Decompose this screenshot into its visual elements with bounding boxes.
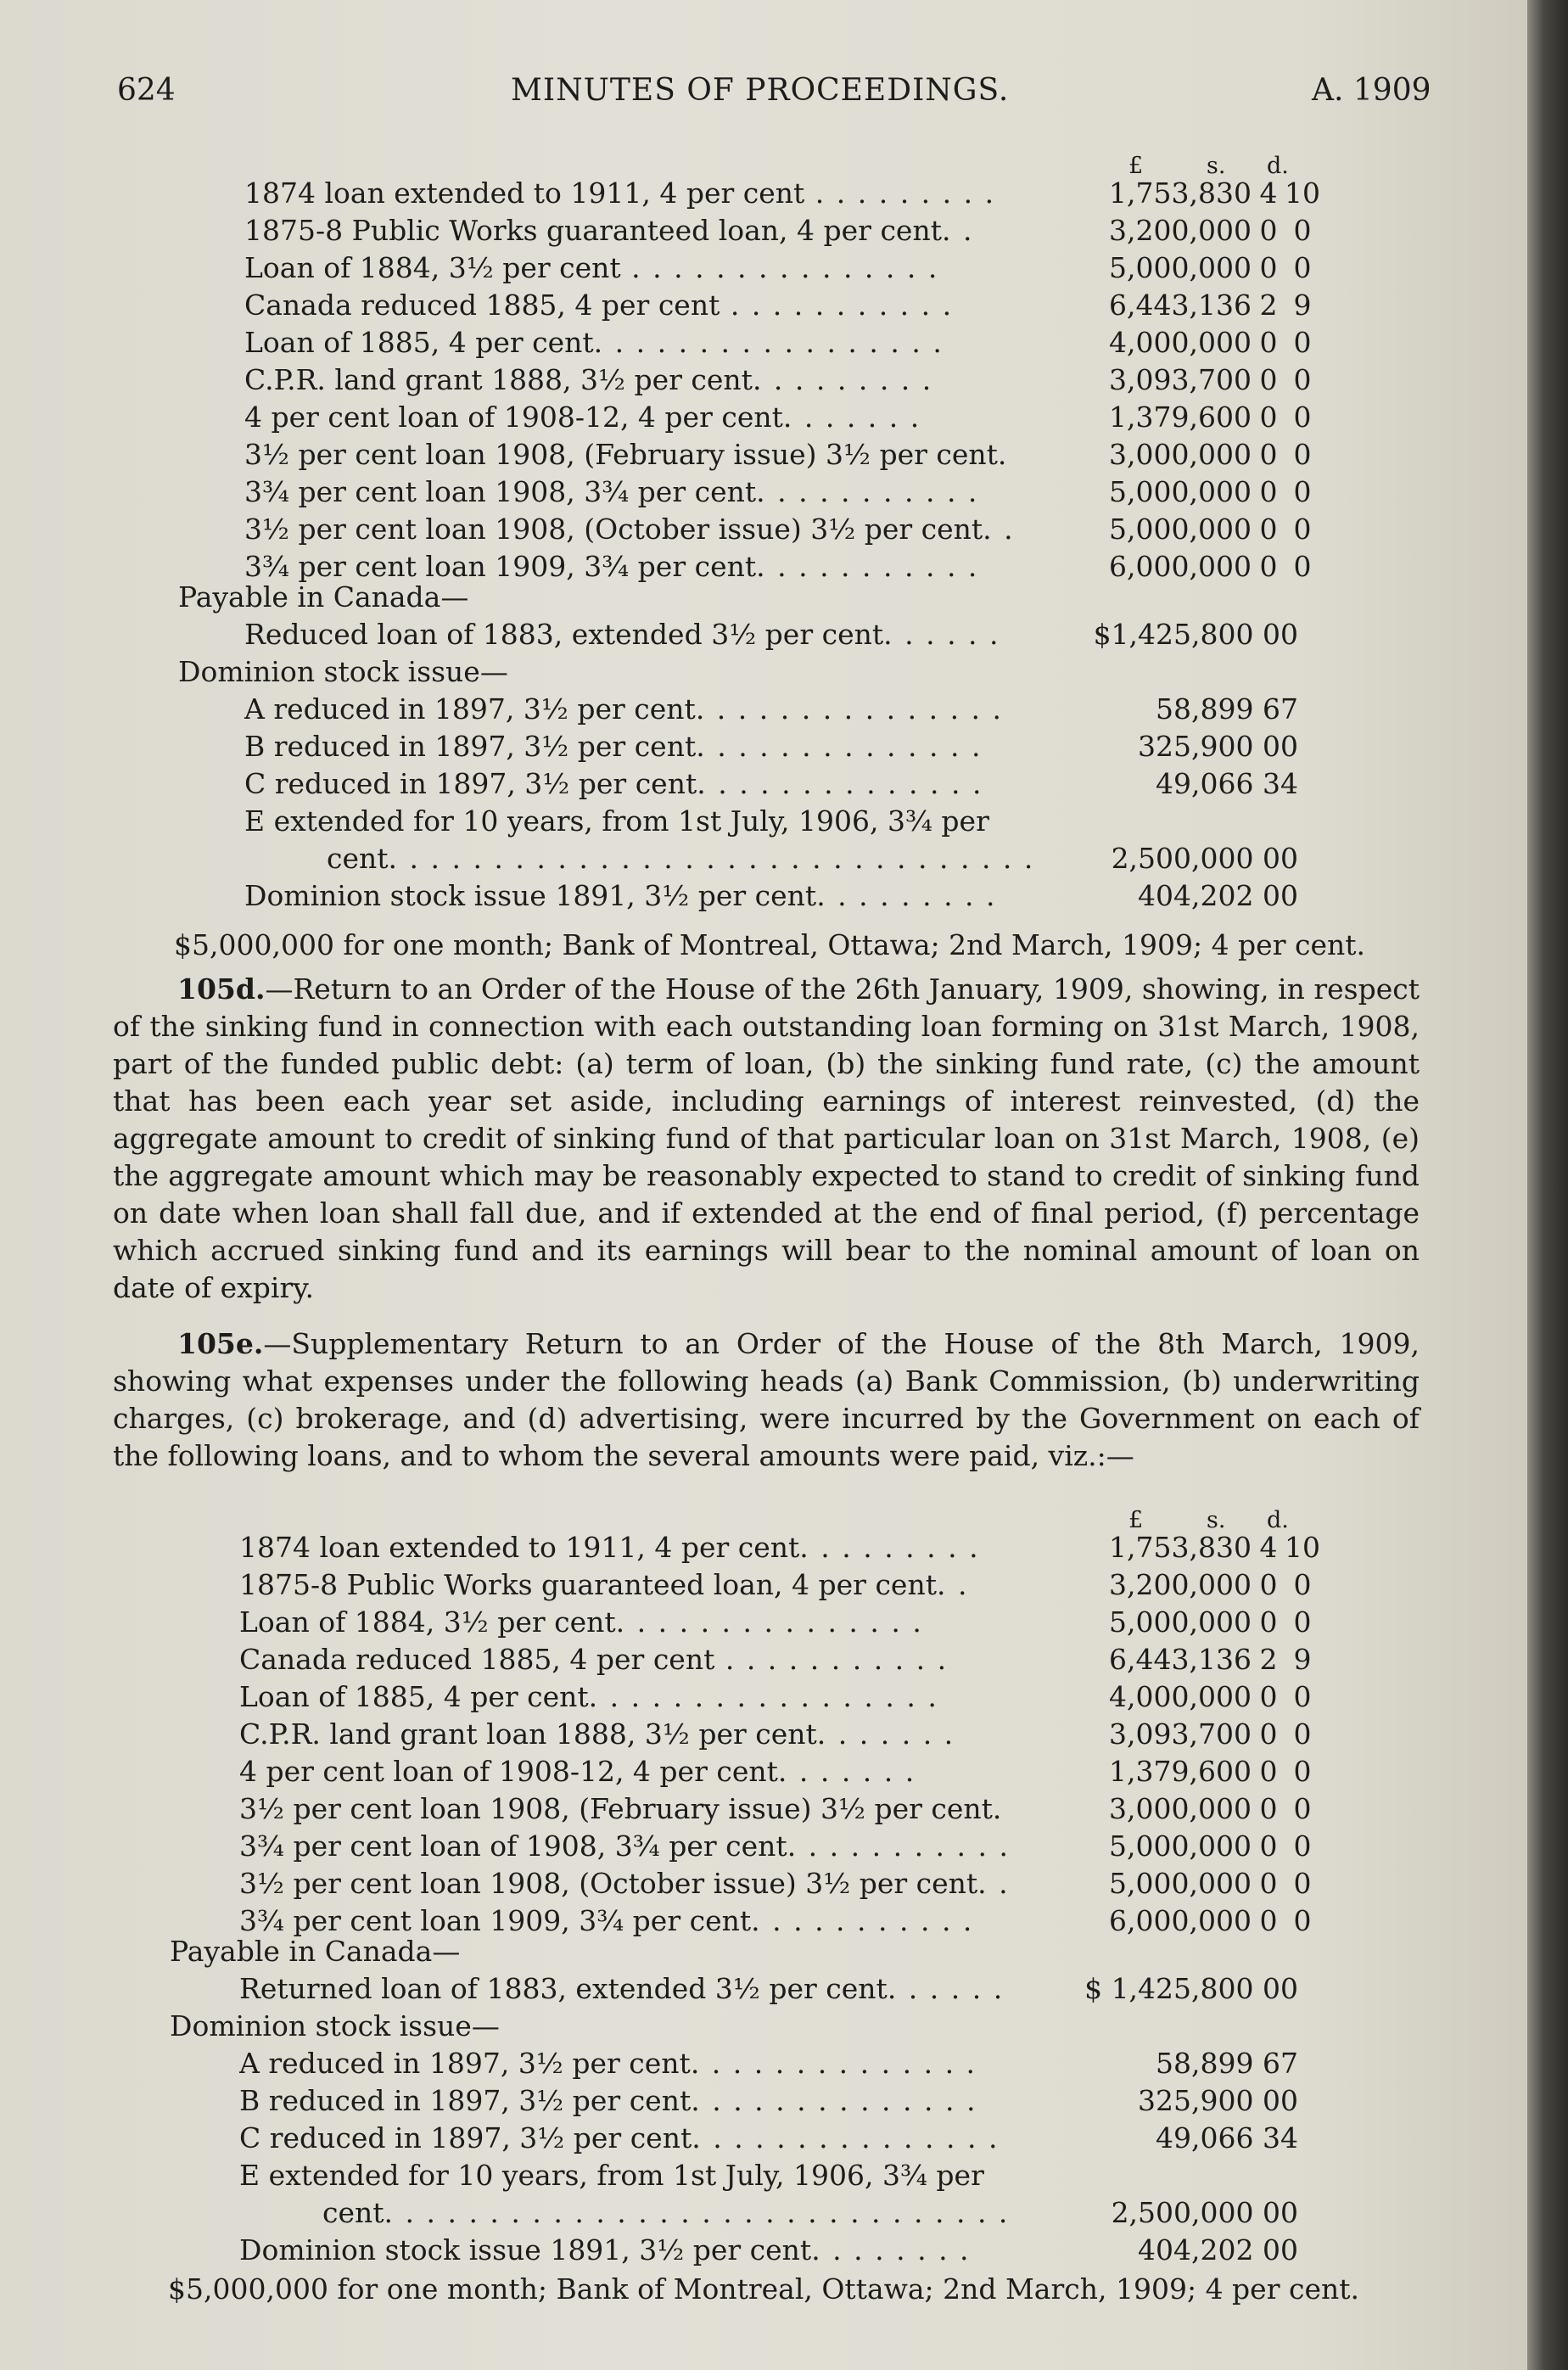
dominion-stock-heading-1: Dominion stock issue— <box>178 655 508 688</box>
loan-row <box>0 436 1527 473</box>
e-extended-line1-1: E extended for 10 years, from 1st July, 1906, 3¾ per <box>244 804 989 838</box>
loan-row: 3¾ per cent loan 1908, 3¾ per cent. . . . . . . . . . . 5,000,000 0 0 <box>0 473 1527 511</box>
stock-label: A reduced in 1897, 3½ per cent <box>244 692 696 726</box>
stock-row: A reduced in 1897, 3½ per cent. . . . . . . . . . . . . . . 58,899 67 <box>0 691 1527 728</box>
loan-shillings: 0 <box>1259 1755 1278 1788</box>
loan-pence: 10 <box>1285 1531 1320 1564</box>
dominion-stock-heading-2: Dominion stock issue— <box>170 2009 500 2042</box>
dominion-1891-amount-1: 404,202 00 <box>1138 879 1298 912</box>
loan-shillings: 0 <box>1259 513 1278 546</box>
loan-shillings: 0 <box>1259 475 1278 508</box>
loan-row: 3¾ per cent loan of 1908, 3¾ per cent. . . . . . . . . . . 5,000,000 0 0 <box>0 1828 1527 1865</box>
loan-row: C.P.R. land grant 1888, 3½ per cent. . . . . . . . . 3,093,700 0 0 <box>0 361 1527 399</box>
loan-label: 1875-8 Public Works guaranteed loan, 4 per cent <box>244 214 942 247</box>
book-binding-edge <box>1527 0 1568 2370</box>
loan-shillings: 0 <box>1259 251 1278 284</box>
reduced-loan-label: Reduced loan of 1883, extended 3½ per cent <box>244 618 884 651</box>
pence-unit: d. <box>1267 153 1289 179</box>
loan-amount: 3,093,700 <box>1109 363 1252 396</box>
stock-amount: 325,900 00 <box>1138 2084 1298 2117</box>
loan-pence: 0 <box>1293 1755 1312 1788</box>
loan-label: 3¾ per cent loan 1909, 3¾ per cent <box>244 550 757 583</box>
loan-amount: 5,000,000 <box>1109 251 1252 284</box>
loan-row: Loan of 1884, 3½ per cent. . . . . . . . . . . . . . . 5,000,000 0 0 <box>0 1604 1527 1641</box>
loan-label: C.P.R. land grant 1888, 3½ per cent <box>244 363 753 396</box>
loan-pence: 0 <box>1293 475 1312 508</box>
loan-label: Loan of 1885, 4 per cent <box>244 326 594 359</box>
loan-note-1: $5,000,000 for one month; Bank of Montreal, Ottawa; 2nd March, 1909; 4 per cent. <box>174 928 1365 961</box>
loan-amount: 4,000,000 <box>1109 326 1252 359</box>
loan-row: 3½ per cent loan 1908, (October issue) 3½ per cent. . 5,000,000 0 0 <box>0 511 1527 548</box>
loan-amount: 6,443,136 <box>1109 289 1252 322</box>
loan-shillings: 0 <box>1259 1680 1278 1713</box>
loan-row: 3¾ per cent loan 1909, 3¾ per cent. . . . . . . . . . . 6,000,000 0 0 <box>0 548 1527 585</box>
loan-label: Canada reduced 1885, 4 per cent <box>239 1643 715 1676</box>
stock-label: A reduced in 1897, 3½ per cent <box>239 2047 691 2080</box>
loan-label: C.P.R. land grant loan 1888, 3½ per cent <box>239 1717 817 1751</box>
loan-shillings: 0 <box>1259 1792 1278 1825</box>
loan-amount: 5,000,000 <box>1109 1829 1252 1863</box>
returned-loan-row: Returned loan of 1883, extended 3½ per cent. . . . . . $ 1,425,800 00 <box>0 1970 1527 2008</box>
stock-label: C reduced in 1897, 3½ per cent <box>239 2121 692 2154</box>
paragraph-105d-text: —Return to an Order of the House of the 26th January, 1909, showing, in respect of the sinking fund in connection with each outstanding loan forming on 31st March, 1908, part of the funded public debt: (a) term of loan, (b) the sinking fund rate, (c) the amount that has been each year set aside, including earnings of interest reinvested, (d) the aggregate amount to credit of sinking fund of that particular loan on 31st March, 1908, (e) the aggregate amount which may be reasonably expected to stand to credit of sinking fund on date when loan shall fall due, and if extended at the end of final period, (f) percentage which accrued sinking fund and its earnings will bear to the nominal amount of loan on date of expiry. <box>113 972 1420 1304</box>
loan-row: Loan of 1884, 3½ per cent . . . . . . . . . . . . . . . 5,000,000 0 0 <box>0 249 1527 287</box>
loan-amount: 4,000,000 <box>1109 1680 1252 1713</box>
loan-pence: 9 <box>1293 289 1312 322</box>
loan-label: 3¾ per cent loan of 1908, 3¾ per cent <box>239 1829 787 1863</box>
loan-amount: 1,379,600 <box>1109 401 1252 434</box>
loan-shillings: 0 <box>1259 1717 1278 1751</box>
loan-pence: 0 <box>1293 1792 1312 1825</box>
loan-label: Canada reduced 1885, 4 per cent <box>244 289 720 322</box>
item-number-105e: 105e. <box>177 1327 264 1360</box>
paragraph-105d <box>113 971 1420 1307</box>
loan-label: Loan of 1884, 3½ per cent <box>244 251 621 284</box>
loan-amount: 1,753,830 <box>1109 176 1252 210</box>
dominion-1891-row-2: Dominion stock issue 1891, 3½ per cent. . . . . . . . 404,202 00 <box>0 2232 1527 2269</box>
loan-pence: 0 <box>1293 1829 1312 1863</box>
loan-row: Canada reduced 1885, 4 per cent . . . . . . . . . . . 6,443,136 2 9 <box>0 287 1527 324</box>
loan-label: 3¾ per cent loan 1908, 3¾ per cent <box>244 475 757 508</box>
loan-amount: 1,379,600 <box>1109 1755 1252 1788</box>
loan-amount: 6,000,000 <box>1109 550 1252 583</box>
loan-label: 3¾ per cent loan 1909, 3¾ per cent <box>239 1904 752 1937</box>
loan-shillings: 0 <box>1259 1867 1278 1900</box>
loan-shillings: 0 <box>1259 1904 1278 1937</box>
stock-row: C reduced in 1897, 3½ per cent. . . . . . . . . . . . . . 49,066 34 <box>0 765 1527 803</box>
loan-row: 3¾ per cent loan 1909, 3¾ per cent. . . . . . . . . . . 6,000,000 0 0 <box>0 1902 1527 1940</box>
stock-label: B reduced in 1897, 3½ per cent <box>244 730 697 763</box>
page-year: A. 1909 <box>1312 73 1431 108</box>
loan-label: Loan of 1884, 3½ per cent <box>239 1605 616 1639</box>
loan-shillings: 0 <box>1259 401 1278 434</box>
reduced-loan-amount: $1,425,800 00 <box>1093 618 1298 651</box>
loan-shillings: 0 <box>1259 214 1278 247</box>
loan-label: Loan of 1885, 4 per cent <box>239 1680 589 1713</box>
loan-amount: 6,000,000 <box>1109 1904 1252 1937</box>
loan-pence: 0 <box>1293 401 1312 434</box>
loan-row: 4 per cent loan of 1908-12, 4 per cent. . . . . . . 1,379,600 0 0 <box>0 1753 1527 1790</box>
stock-row: A reduced in 1897, 3½ per cent. . . . . . . . . . . . . . 58,899 67 <box>0 2045 1527 2082</box>
loan-pence: 0 <box>1293 251 1312 284</box>
payable-canada-heading-2: Payable in Canada— <box>170 1935 461 1968</box>
loan-pence: 0 <box>1293 1605 1312 1639</box>
loan-shillings: 4 <box>1259 1531 1278 1564</box>
loan-shillings: 0 <box>1259 1568 1278 1601</box>
loan-pence: 0 <box>1293 513 1312 546</box>
pence-unit: d. <box>1267 1507 1289 1533</box>
loan-amount: 1,753,830 <box>1109 1531 1252 1564</box>
loan-row: 1875-8 Public Works guaranteed loan, 4 per cent. . 3,200,000 0 0 <box>0 1566 1527 1604</box>
item-number-105d: 105d. <box>177 972 266 1006</box>
loan-pence: 0 <box>1293 1867 1312 1900</box>
paragraph-105e-text: —Supplementary Return to an Order of the House of the 8th March, 1909, showing what expenses under the following heads (a) Bank Commission, (b) underwriting charges, (c) brokerage, and (d) advertising, were incurred by the Government on each of the following loans, and to whom the several amounts were paid, viz.:— <box>113 1327 1420 1472</box>
loan-amount: 6,443,136 <box>1109 1643 1252 1676</box>
returned-loan-amount: $ 1,425,800 00 <box>1084 1972 1298 2005</box>
loan-shillings: 2 <box>1259 1643 1278 1676</box>
loan-shillings: 0 <box>1259 1605 1278 1639</box>
loan-amount: 5,000,000 <box>1109 475 1252 508</box>
stock-amount: 325,900 00 <box>1138 730 1298 763</box>
reduced-loan-row: Reduced loan of 1883, extended 3½ per cent. . . . . . $1,425,800 00 <box>0 616 1527 653</box>
stock-row: C reduced in 1897, 3½ per cent. . . . . . . . . . . . . . . 49,066 34 <box>0 2120 1527 2157</box>
loan-amount: 5,000,000 <box>1109 1605 1252 1639</box>
payable-canada-heading-1: Payable in Canada— <box>178 580 469 614</box>
stock-amount: 49,066 34 <box>1156 2121 1298 2154</box>
loan-shillings: 0 <box>1259 363 1278 396</box>
stock-amount: 58,899 67 <box>1156 2047 1298 2080</box>
loan-label: 3½ per cent loan 1908, (February issue) 3½ per cent. <box>244 438 1007 471</box>
loan-shillings: 4 <box>1259 176 1278 210</box>
loan-amount: 3,093,700 <box>1109 1717 1252 1751</box>
loan-row: 1875-8 Public Works guaranteed loan, 4 per cent. . 3,200,000 0 0 <box>0 212 1527 249</box>
loan-row: Canada reduced 1885, 4 per cent . . . . . . . . . . . 6,443,136 2 9 <box>0 1641 1527 1678</box>
loan-label: 1875-8 Public Works guaranteed loan, 4 per cent <box>239 1568 937 1601</box>
loan-amount: 3,000,000 <box>1109 1792 1252 1825</box>
e-extended-amount-2: 2,500,000 00 <box>1111 2196 1298 2229</box>
loan-row: 1874 loan extended to 1911, 4 per cent . . . . . . . . . 1,753,830 4 10 <box>0 175 1527 212</box>
page-header <box>0 73 1527 124</box>
loan-note-2: $5,000,000 for one month; Bank of Montreal, Ottawa; 2nd March, 1909; 4 per cent. <box>168 2272 1359 2306</box>
loan-pence: 0 <box>1293 214 1312 247</box>
loan-shillings: 0 <box>1259 550 1278 583</box>
stock-amount: 58,899 67 <box>1156 692 1298 726</box>
loan-pence: 0 <box>1293 1568 1312 1601</box>
stock-amount: 49,066 34 <box>1156 767 1298 800</box>
stock-label: C reduced in 1897, 3½ per cent <box>244 767 697 800</box>
loan-label: 3½ per cent loan 1908, (October issue) 3½ per cent <box>244 513 983 546</box>
loan-row: 4 per cent loan of 1908-12, 4 per cent. . . . . . . 1,379,600 0 0 <box>0 399 1527 436</box>
loan-shillings: 2 <box>1259 289 1278 322</box>
e-extended-amount-1: 2,500,000 00 <box>1111 842 1298 875</box>
loan-shillings: 0 <box>1259 438 1278 471</box>
stock-row: B reduced in 1897, 3½ per cent. . . . . . . . . . . . . . 325,900 00 <box>0 728 1527 765</box>
shilling-unit: s. <box>1207 153 1226 179</box>
loan-label: 1874 loan extended to 1911, 4 per cent <box>239 1531 800 1564</box>
dominion-1891-amount-2: 404,202 00 <box>1138 2233 1298 2266</box>
loan-amount: 3,000,000 <box>1109 438 1252 471</box>
loan-label: 4 per cent loan of 1908-12, 4 per cent <box>239 1755 778 1788</box>
loan-row: C.P.R. land grant loan 1888, 3½ per cent. . . . . . . 3,093,700 0 0 <box>0 1716 1527 1753</box>
loan-label: 1874 loan extended to 1911, 4 per cent <box>244 176 805 210</box>
loan-pence: 0 <box>1293 326 1312 359</box>
loan-row: Loan of 1885, 4 per cent. . . . . . . . . . . . . . . . . 4,000,000 0 0 <box>0 324 1527 361</box>
loan-amount: 5,000,000 <box>1109 1867 1252 1900</box>
loan-pence: 0 <box>1293 1904 1312 1937</box>
stock-label: B reduced in 1897, 3½ per cent <box>239 2084 692 2117</box>
loan-pence: 0 <box>1293 438 1312 471</box>
page-number: 624 <box>117 73 176 108</box>
loan-pence: 0 <box>1293 363 1312 396</box>
pound-unit: £ <box>1128 1507 1144 1533</box>
loan-pence: 10 <box>1285 176 1320 210</box>
loan-amount: 3,200,000 <box>1109 1568 1252 1601</box>
loan-pence: 0 <box>1293 1717 1312 1751</box>
loan-shillings: 0 <box>1259 1829 1278 1863</box>
dominion-1891-row-1: Dominion stock issue 1891, 3½ per cent. . . . . . . . . 404,202 00 <box>0 877 1527 915</box>
e-extended-line2-2: cent. . . . . . . . . . . . . . . . . . . . . . . . . . . . . . 2,500,000 00 <box>0 2194 1527 2232</box>
loan-row: 1874 loan extended to 1911, 4 per cent. . . . . . . . . 1,753,830 4 10 <box>0 1529 1527 1566</box>
loan-label: 4 per cent loan of 1908-12, 4 per cent <box>244 401 783 434</box>
shilling-unit: s. <box>1207 1507 1226 1533</box>
loan-label: 3½ per cent loan 1908, (October issue) 3½ per cent <box>239 1867 978 1900</box>
loan-row: 3½ per cent loan 1908, (October issue) 3½ per cent. . 5,000,000 0 0 <box>0 1865 1527 1902</box>
loan-pence: 0 <box>1293 550 1312 583</box>
pound-unit: £ <box>1128 153 1144 179</box>
loan-row: Loan of 1885, 4 per cent. . . . . . . . . . . . . . . . . 4,000,000 0 0 <box>0 1678 1527 1716</box>
loan-amount: 3,200,000 <box>1109 214 1252 247</box>
loan-pence: 9 <box>1293 1643 1312 1676</box>
returned-loan-label: Returned loan of 1883, extended 3½ per cent <box>239 1972 888 2005</box>
stock-row: B reduced in 1897, 3½ per cent. . . . . . . . . . . . . . 325,900 00 <box>0 2082 1527 2120</box>
loan-shillings: 0 <box>1259 326 1278 359</box>
loan-row <box>0 1790 1527 1828</box>
e-extended-line1-2: E extended for 10 years, from 1st July, 1906, 3¾ per <box>239 2159 984 2192</box>
loan-label: 3½ per cent loan 1908, (February issue) 3½ per cent. <box>239 1792 1002 1825</box>
loan-pence: 0 <box>1293 1680 1312 1713</box>
paragraph-105e <box>113 1325 1420 1475</box>
e-extended-line2-1: cent. . . . . . . . . . . . . . . . . . . . . . . . . . . . . . . 2,500,000 00 <box>0 840 1527 877</box>
page-title: MINUTES OF PROCEEDINGS. <box>511 73 1010 108</box>
loan-amount: 5,000,000 <box>1109 513 1252 546</box>
